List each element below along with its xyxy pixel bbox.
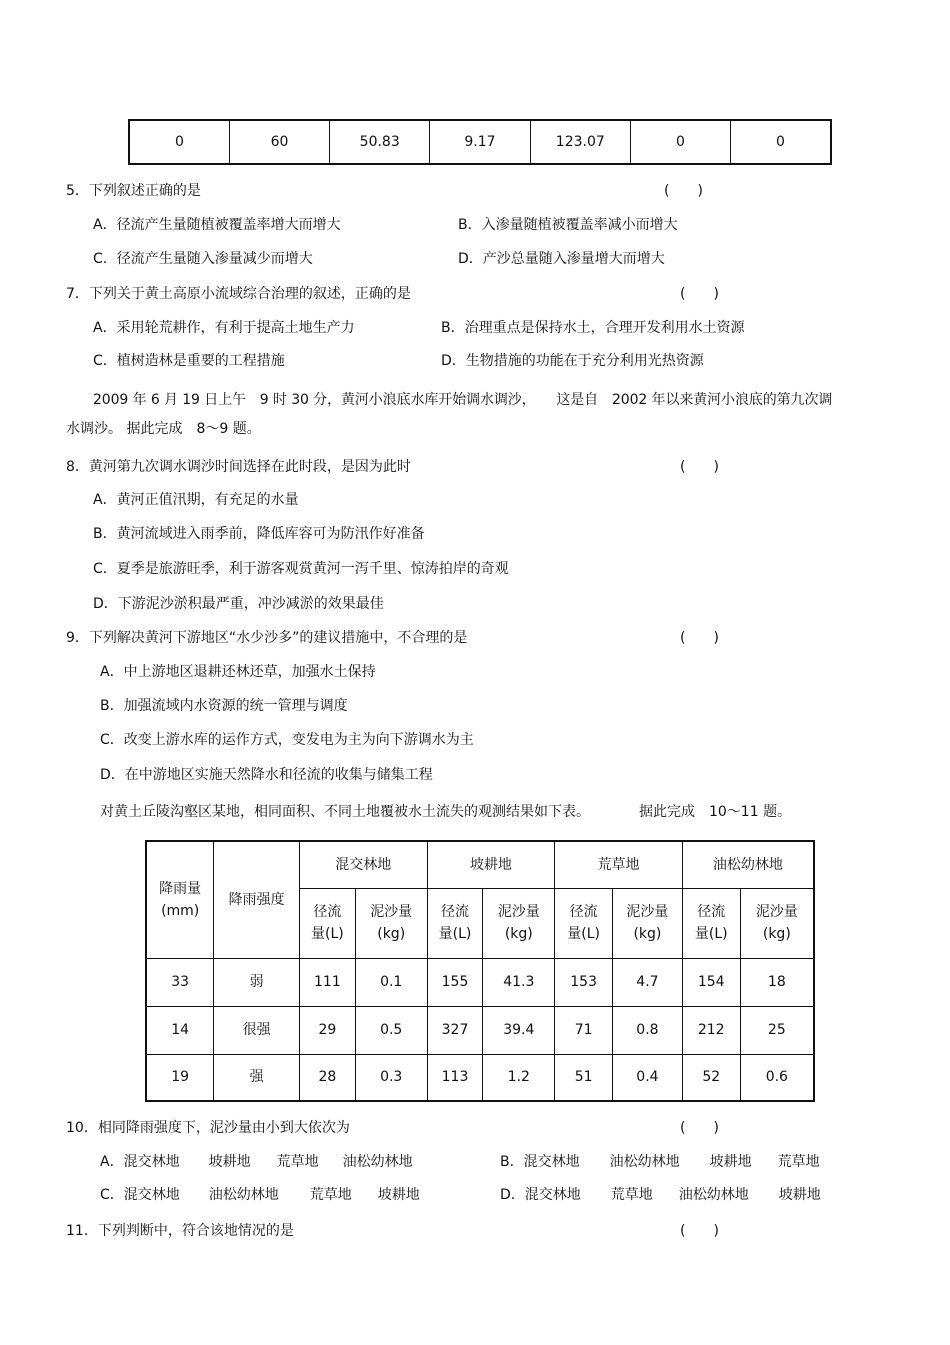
header-slope-farmland: 坡耕地 — [427, 841, 555, 888]
option-item: 坡耕地 — [208, 1154, 251, 1170]
table-cell: 155 — [427, 958, 483, 1006]
question-9-stem: 9．下列解决黄河下游地区“水少沙多”的建议措施中，不合理的是 — [66, 630, 468, 646]
question-5-option-b: B．入渗量随植被覆盖率减小而增大 — [458, 217, 678, 233]
option-item: 油松幼林地 — [342, 1154, 413, 1170]
question-5-option-a: A．径流产生量随植被覆盖率增大而增大 — [93, 217, 341, 233]
question-9-option-a: A．中上游地区退耕还林还草，加强水土保持 — [100, 664, 376, 680]
option-item: 油松幼林地 — [208, 1187, 279, 1203]
table-cell: 28 — [299, 1054, 355, 1101]
question-5-answer-paren: ( ) — [664, 183, 703, 199]
question-10-answer-paren: ( ) — [680, 1120, 719, 1136]
subheader-runoff: 径流 量(L) — [427, 888, 483, 958]
header-pine-sapling: 油松幼林地 — [682, 841, 814, 888]
question-8-answer-paren: ( ) — [680, 459, 719, 475]
top-data-table — [128, 119, 832, 165]
option-item: 混交林地 — [524, 1187, 581, 1203]
table-cell: 154 — [682, 958, 740, 1006]
table-cell: 0 — [631, 120, 731, 164]
question-10-option-c — [100, 1186, 420, 1204]
question-7-option-a: A．采用轮荒耕作，有利于提高土地生产力 — [93, 320, 355, 336]
cell-rainfall: 33 — [146, 958, 214, 1006]
table-row — [146, 1006, 814, 1054]
table-cell: 0.6 — [740, 1054, 814, 1101]
question-10-option-b — [500, 1153, 820, 1171]
table-cell: 153 — [555, 958, 613, 1006]
option-item: 荒草地 — [276, 1154, 319, 1170]
subheader-sediment: 泥沙量 (kg) — [483, 888, 555, 958]
option-label: C． — [100, 1187, 124, 1203]
option-item: 混交林地 — [523, 1154, 580, 1170]
table-cell: 113 — [427, 1054, 483, 1101]
table-cell: 212 — [682, 1006, 740, 1054]
question-8-option-b: B．黄河流域进入雨季前，降低库容可为防汛作好准备 — [93, 526, 425, 542]
subheader-sediment: 泥沙量 (kg) — [613, 888, 683, 958]
table-cell: 71 — [555, 1006, 613, 1054]
table-cell: 0 — [129, 120, 229, 164]
cell-intensity: 弱 — [214, 958, 300, 1006]
table-cell: 1.2 — [483, 1054, 555, 1101]
table-cell: 18 — [740, 958, 814, 1006]
table-cell: 9.17 — [430, 120, 530, 164]
subheader-sediment: 泥沙量 (kg) — [355, 888, 427, 958]
option-item: 坡耕地 — [377, 1187, 420, 1203]
option-label: B． — [500, 1154, 524, 1170]
question-11-answer-paren: ( ) — [680, 1223, 719, 1239]
subheader-runoff: 径流 量(L) — [299, 888, 355, 958]
soil-erosion-data-table — [145, 840, 815, 1102]
table-cell: 52 — [682, 1054, 740, 1101]
question-7-option-b: B．治理重点是保持水土，合理开发利用水土资源 — [441, 320, 745, 336]
table-cell: 4.7 — [613, 958, 683, 1006]
header-rain-intensity: 降雨强度 — [214, 841, 300, 958]
option-item: 油松幼林地 — [678, 1187, 749, 1203]
table-cell: 29 — [299, 1006, 355, 1054]
header-mixed-forest: 混交林地 — [299, 841, 427, 888]
cell-rainfall: 14 — [146, 1006, 214, 1054]
table-cell: 41.3 — [483, 958, 555, 1006]
table-cell: 51 — [555, 1054, 613, 1101]
option-item: 坡耕地 — [709, 1154, 752, 1170]
question-8-stem: 8．黄河第九次调水调沙时间选择在此时段，是因为此时 — [66, 459, 411, 475]
table-header-row — [146, 841, 814, 888]
table-cell: 0.8 — [613, 1006, 683, 1054]
cell-rainfall: 19 — [146, 1054, 214, 1101]
question-5-stem: 5．下列叙述正确的是 — [66, 183, 201, 199]
table-cell: 0.4 — [613, 1054, 683, 1101]
option-item: 荒草地 — [777, 1154, 820, 1170]
cell-intensity: 强 — [214, 1054, 300, 1101]
option-item: 油松幼林地 — [609, 1154, 680, 1170]
question-10-stem: 10．相同降雨强度下，泥沙量由小到大依次为 — [66, 1120, 350, 1136]
table-row — [146, 958, 814, 1006]
table-cell: 0.1 — [355, 958, 427, 1006]
subheader-runoff: 径流 量(L) — [682, 888, 740, 958]
table-cell: 0 — [730, 120, 831, 164]
question-5-option-c: C．径流产生量随入渗量减少而增大 — [93, 251, 313, 267]
question-7-answer-paren: ( ) — [680, 286, 719, 302]
question-8-option-d: D．下游泥沙淤积最严重，冲沙减淤的效果最佳 — [93, 596, 384, 612]
option-item: 混交林地 — [123, 1187, 180, 1203]
table-cell: 327 — [427, 1006, 483, 1054]
question-5-option-d: D．产沙总量随入渗量增大而增大 — [458, 251, 665, 267]
question-9-option-b: B．加强流域内水资源的统一管理与调度 — [100, 698, 348, 714]
table-cell: 25 — [740, 1006, 814, 1054]
table-row — [146, 1054, 814, 1101]
question-10-option-a — [100, 1153, 413, 1171]
option-item: 荒草地 — [610, 1187, 653, 1203]
table-cell: 60 — [229, 120, 329, 164]
question-9-option-c: C．改变上游水库的运作方式，变发电为主为向下游调水为主 — [100, 732, 474, 748]
table-cell: 39.4 — [483, 1006, 555, 1054]
header-rainfall: 降雨量 (mm) — [146, 841, 214, 958]
question-8-option-a: A．黄河正值汛期，有充足的水量 — [93, 492, 299, 508]
passage-10-11: 对黄土丘陵沟壑区某地，相同面积、不同土地覆被水土流失的观测结果如下表。 据此完成 10～11 题。 — [100, 804, 792, 820]
question-7-stem: 7．下列关于黄土高原小流域综合治理的叙述，正确的是 — [66, 286, 411, 302]
question-9-option-d: D．在中游地区实施天然降水和径流的收集与储集工程 — [100, 767, 433, 783]
option-item: 荒草地 — [309, 1187, 352, 1203]
question-10-option-d — [500, 1186, 821, 1204]
table-cell: 0.5 — [355, 1006, 427, 1054]
passage-8-9-line-2: 水调沙。 据此完成 8～9 题。 — [66, 421, 261, 437]
cell-intensity: 很强 — [214, 1006, 300, 1054]
table-cell: 123.07 — [530, 120, 630, 164]
subheader-runoff: 径流 量(L) — [555, 888, 613, 958]
question-11-stem: 11．下列判断中，符合该地情况的是 — [66, 1223, 294, 1239]
question-8-option-c: C．夏季是旅游旺季，利于游客观赏黄河一泻千里、惊涛拍岸的奇观 — [93, 561, 509, 577]
question-7-option-d: D．生物措施的功能在于充分利用光热资源 — [441, 353, 704, 369]
option-item: 坡耕地 — [778, 1187, 821, 1203]
table-cell: 111 — [299, 958, 355, 1006]
question-9-answer-paren: ( ) — [680, 630, 719, 646]
option-item: 混交林地 — [123, 1154, 180, 1170]
question-7-option-c: C．植树造林是重要的工程措施 — [93, 353, 285, 369]
table-cell: 50.83 — [330, 120, 430, 164]
option-label: D． — [500, 1187, 525, 1203]
header-grassland: 荒草地 — [555, 841, 683, 888]
option-label: A． — [100, 1154, 124, 1170]
table-cell: 0.3 — [355, 1054, 427, 1101]
passage-8-9-line-1: 2009 年 6 月 19 日上午 9 时 30 分，黄河小浪底水库开始调水调沙， 这是自 2002 年以来黄河小浪底的第九次调 — [93, 392, 833, 408]
subheader-sediment: 泥沙量 (kg) — [740, 888, 814, 958]
table-row — [129, 120, 831, 164]
